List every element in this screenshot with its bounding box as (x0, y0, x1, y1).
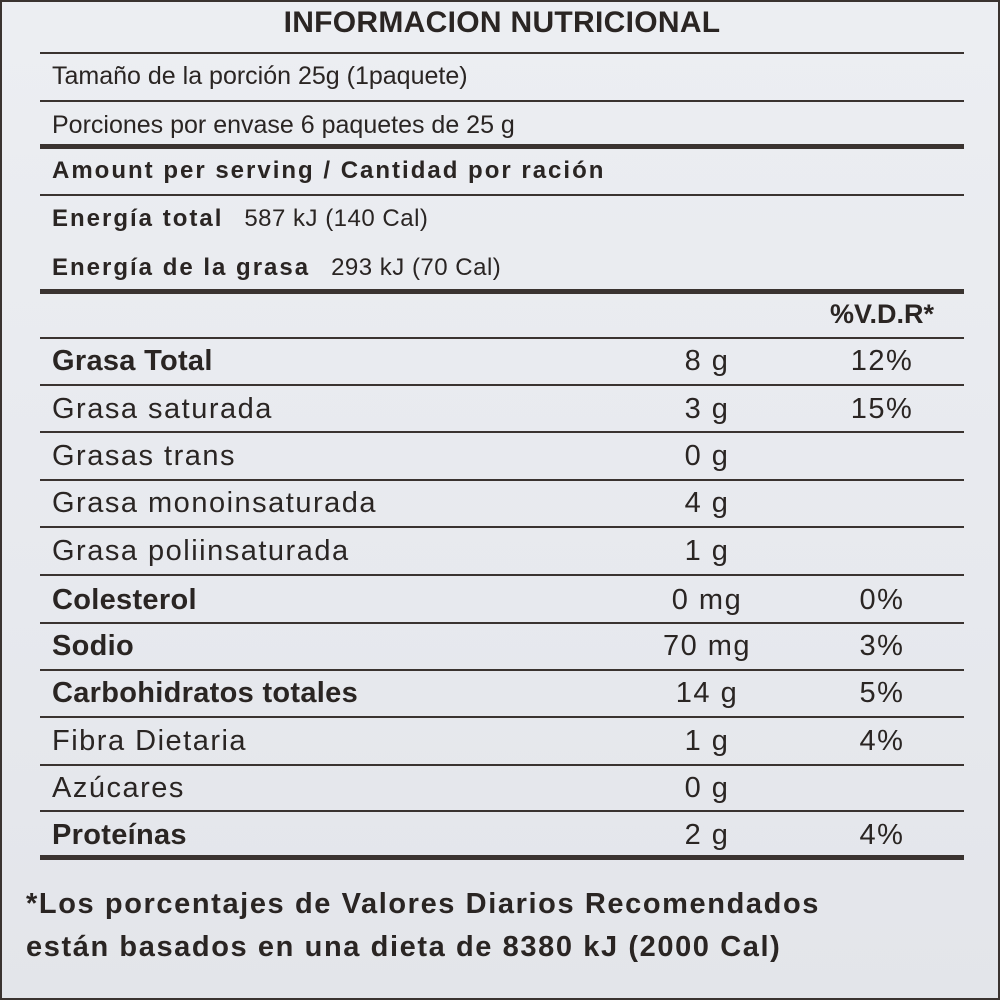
nutrient-name: Sodio (52, 630, 135, 662)
nutrient-percent: 4% (859, 819, 905, 851)
nutrient-amount: 1 g (684, 725, 730, 757)
divider (40, 384, 964, 386)
nutrient-amount: 70 mg (662, 630, 752, 662)
nutrient-percent: 12% (850, 345, 914, 377)
divider-thick (40, 855, 964, 860)
nutrient-percent: 0% (859, 584, 905, 616)
footnote-line-1: *Los porcentajes de Valores Diarios Recomendados (26, 888, 820, 920)
nutrient-name: Grasas trans (52, 440, 236, 472)
servings-per-container: Porciones por envase 6 paquetes de 25 g (52, 111, 515, 139)
divider (40, 526, 964, 528)
nutrient-amount: 0 g (684, 772, 730, 804)
divider-thick (40, 289, 964, 294)
nutrient-name: Colesterol (52, 584, 197, 616)
nutrient-amount: 2 g (684, 819, 730, 851)
nutrient-amount: 1 g (684, 535, 730, 567)
energy-total-row (52, 204, 428, 233)
energy-total-label: Energía total (52, 205, 224, 232)
amount-per-serving-header: Amount per serving / Cantidad por ración (52, 157, 606, 184)
divider (40, 669, 964, 671)
nutrient-percent: 4% (859, 725, 905, 757)
nutrient-percent: 15% (850, 393, 914, 425)
nutrient-amount: 0 mg (671, 584, 743, 616)
nutrient-name: Grasa saturada (52, 393, 273, 425)
nutrient-amount: 14 g (675, 677, 739, 709)
divider (40, 574, 964, 576)
energy-fat-row (52, 253, 501, 282)
divider (40, 52, 964, 54)
nutrient-amount: 0 g (684, 440, 730, 472)
vdr-header: %V.D.R* (829, 299, 935, 329)
nutrient-name: Grasa monoinsaturada (52, 487, 377, 519)
divider (40, 100, 964, 102)
divider (40, 479, 964, 481)
nutrient-amount: 4 g (684, 487, 730, 519)
divider (40, 431, 964, 433)
divider (40, 716, 964, 718)
energy-total-value: 587 kJ (140 Cal) (244, 205, 429, 232)
serving-size: Tamaño de la porción 25g (1paquete) (52, 62, 468, 90)
footnote-line-2: están basados en una dieta de 8380 kJ (2000 Cal) (26, 931, 782, 963)
nutrient-name: Fibra Dietaria (52, 725, 248, 757)
nutrient-percent: 5% (859, 677, 905, 709)
label-title: INFORMACION NUTRICIONAL (283, 6, 721, 39)
divider-thick (40, 144, 964, 149)
energy-fat-value: 293 kJ (70 Cal) (331, 254, 502, 281)
nutrient-percent: 3% (859, 630, 905, 662)
divider (40, 764, 964, 766)
nutrient-amount: 8 g (684, 345, 730, 377)
nutrient-name: Azúcares (52, 772, 185, 804)
nutrient-name: Carbohidratos totales (52, 677, 359, 709)
divider (40, 622, 964, 624)
divider (40, 194, 964, 196)
nutrient-name: Proteínas (52, 819, 187, 851)
energy-fat-label: Energía de la grasa (52, 254, 311, 281)
divider (40, 810, 964, 812)
nutrient-name: Grasa Total (52, 345, 213, 377)
nutrient-amount: 3 g (684, 393, 730, 425)
divider (40, 337, 964, 339)
nutrient-name: Grasa poliinsaturada (52, 535, 350, 567)
